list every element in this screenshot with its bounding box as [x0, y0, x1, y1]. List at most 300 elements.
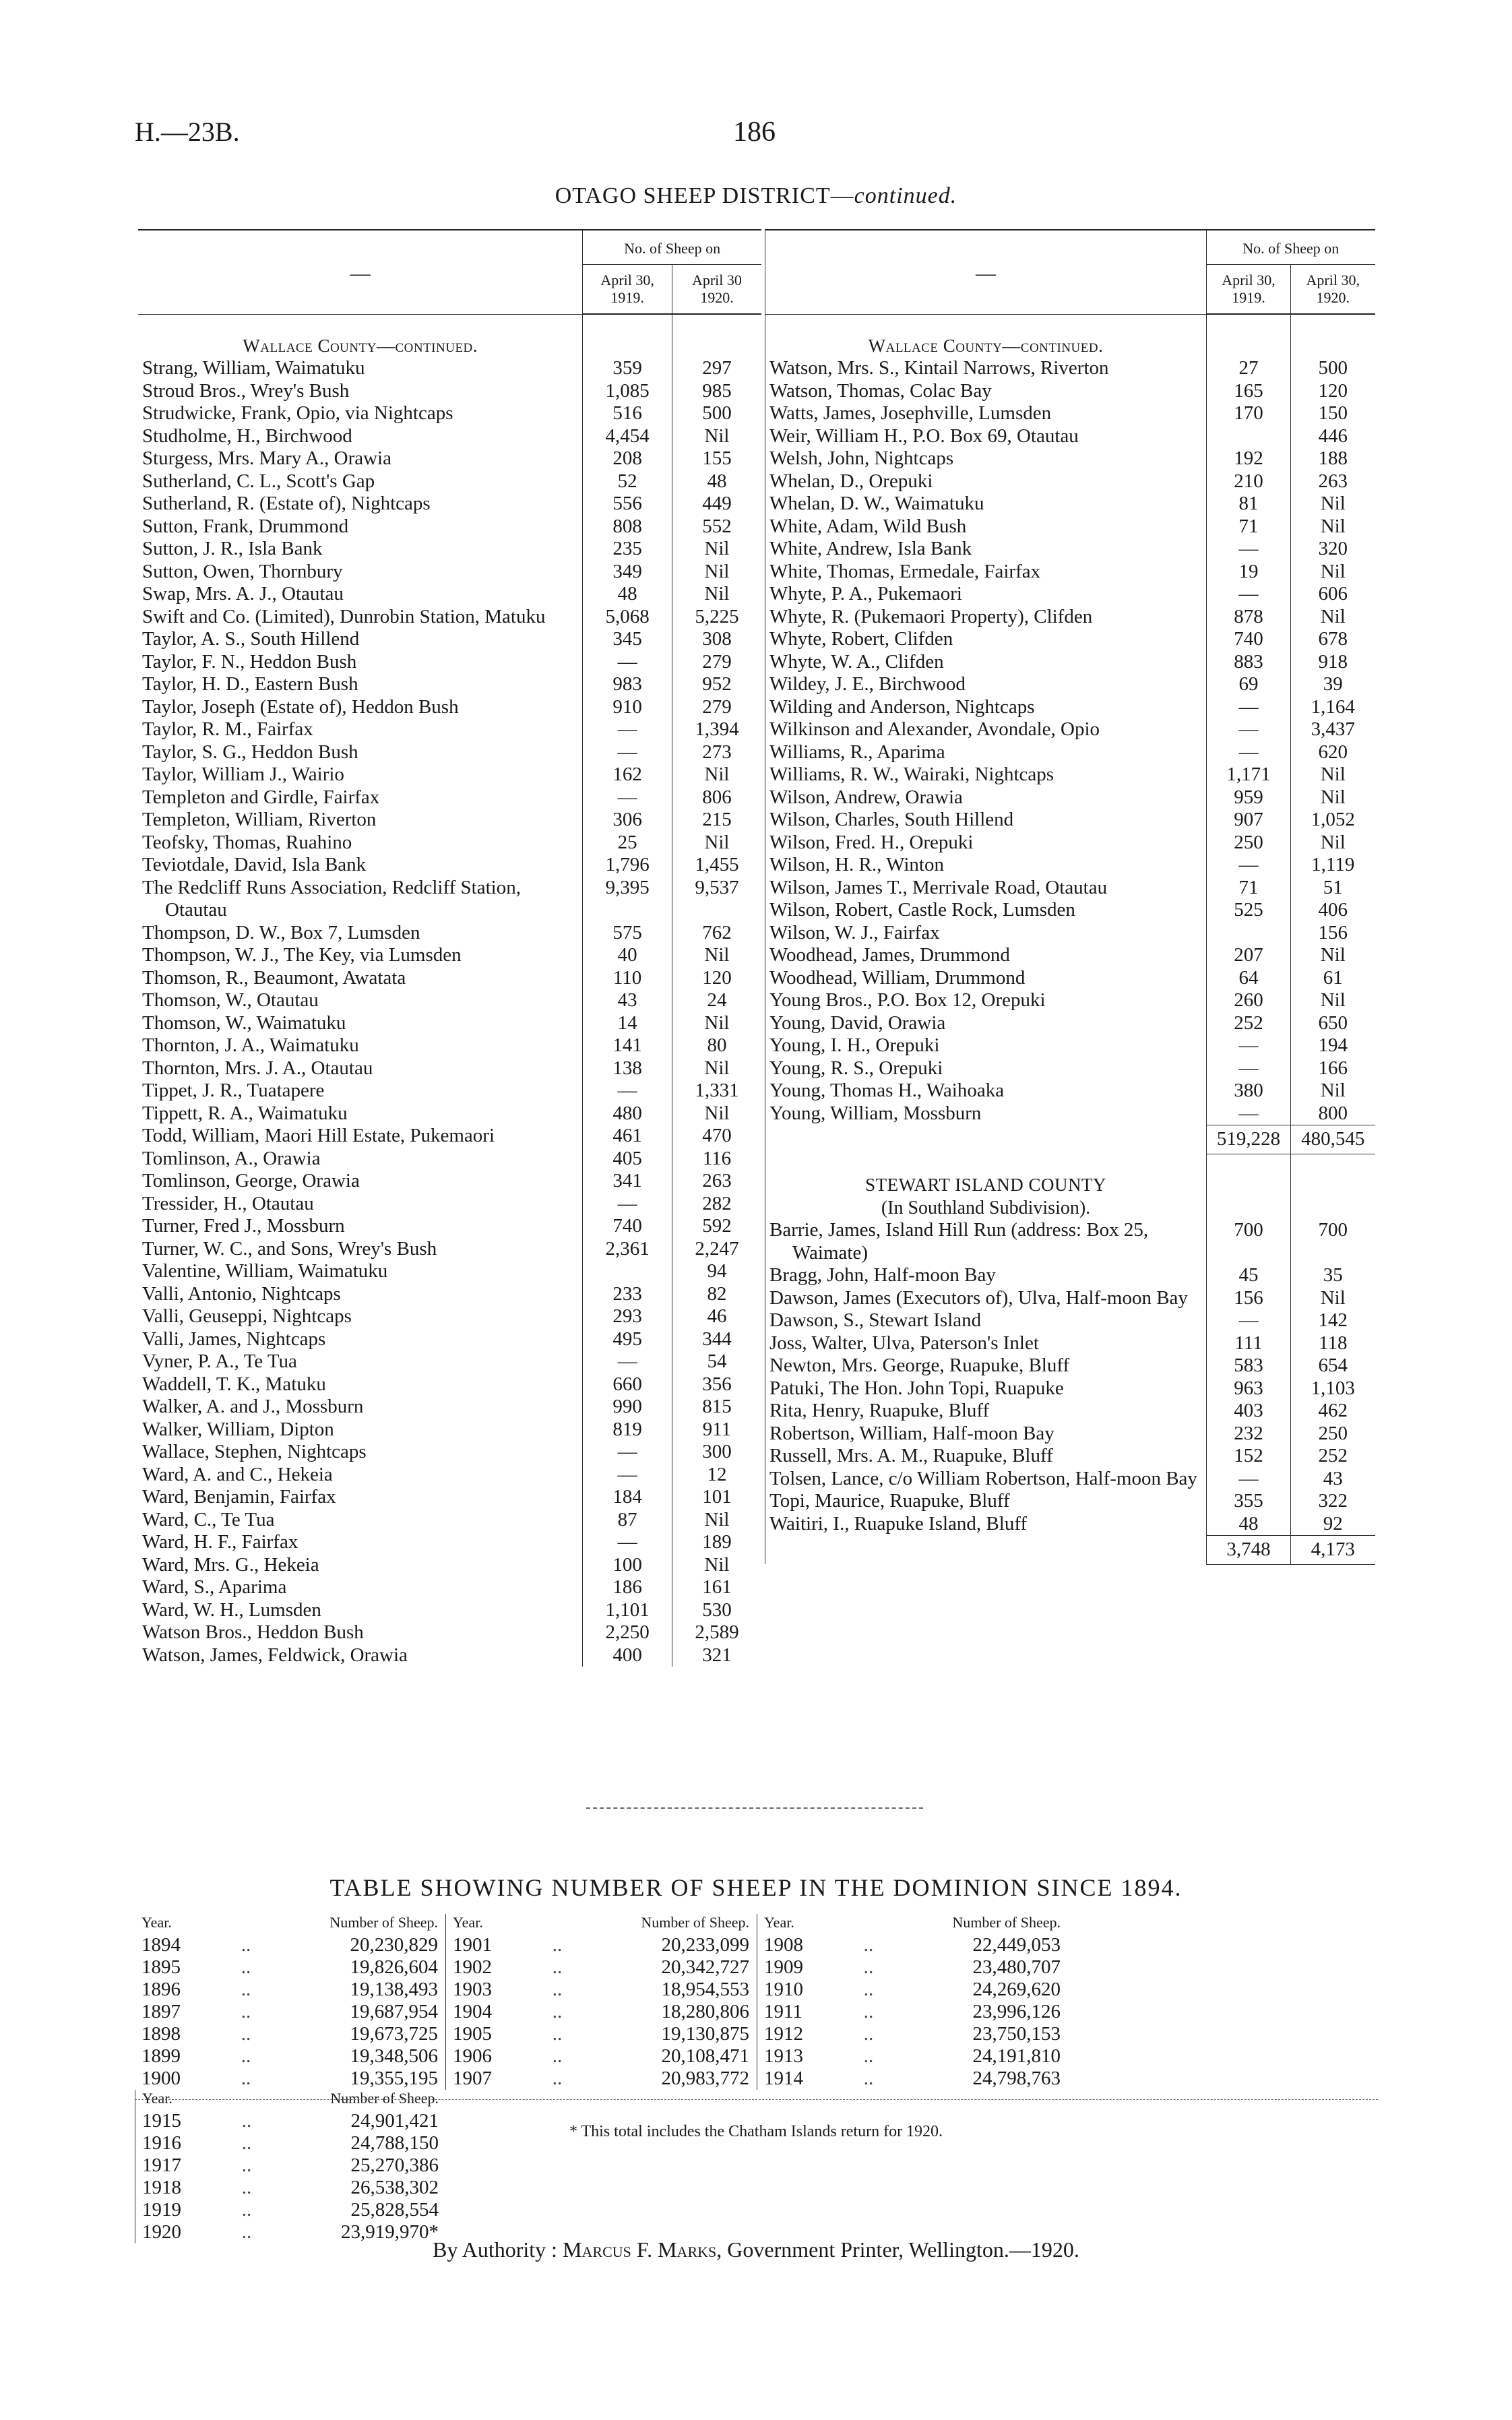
sheep-1920: 500 [1291, 357, 1375, 380]
number-header: Number of Sheep. [329, 1914, 438, 1931]
owner-name: Williams, R. W., Wairaki, Nightcaps [765, 764, 1207, 786]
table-row [765, 1012, 1375, 1035]
total2-1920: 4,173 [1291, 1536, 1375, 1565]
owner-name: Woodhead, James, Drummond [765, 944, 1207, 967]
owner-name: Whyte, Robert, Clifden [765, 628, 1207, 651]
table-row [138, 922, 761, 945]
sheep-count: 23,750,153 [972, 2023, 1061, 2045]
table-row [765, 1400, 1375, 1423]
owner-name: Sturgess, Mrs. Mary A., Orawia [142, 447, 391, 469]
owner-name: Templeton and Girdle, Fairfax [142, 786, 380, 808]
year-header: Year. [764, 1914, 794, 1931]
sheep-1920: 654 [1291, 1355, 1375, 1377]
owner-name: Wildey, J. E., Birchwood [765, 673, 1207, 696]
year-row [135, 2023, 445, 2045]
sheep-1920: Nil [672, 764, 761, 786]
sheep-1920: 446 [1291, 425, 1375, 448]
owner-name: Studholme, H., Birchwood [142, 425, 352, 447]
sheep-1919: 170 [1207, 402, 1291, 425]
sheep-1919: 186 [583, 1576, 672, 1599]
sheep-1920: 82 [672, 1283, 761, 1306]
table-row [138, 1419, 761, 1441]
sheep-1919: 260 [1207, 989, 1291, 1012]
leader-dots: .. [863, 1979, 874, 2000]
sheep-1919: 516 [583, 402, 672, 425]
table-row [138, 786, 761, 809]
year-row [135, 2068, 445, 2090]
owner-name: Welsh, John, Nightcaps [765, 447, 1207, 470]
page-number: 186 [733, 117, 776, 148]
table-row [765, 1103, 1375, 1125]
sheep-1920: 2,589 [672, 1621, 761, 1644]
owner-name: Teviotdale, David, Isla Bank [142, 854, 367, 875]
sheep-1919: 403 [1207, 1400, 1291, 1423]
table-row [138, 1396, 761, 1419]
year: 1918 [142, 2177, 181, 2198]
table-row [765, 1219, 1375, 1264]
sheep-1919: 359 [583, 357, 672, 380]
sheep-1919: 43 [583, 989, 672, 1012]
owner-name: Taylor, Joseph (Estate of), Heddon Bush [142, 695, 459, 718]
sheep-1920: Nil [672, 1509, 761, 1532]
leader-dots: .. [552, 2023, 563, 2045]
year: 1914 [764, 2068, 803, 2089]
sheep-1920: 250 [1291, 1423, 1375, 1446]
owner-name: Young, R. S., Orepuki [765, 1057, 1207, 1080]
table-row [138, 516, 761, 538]
sheep-count: 19,348,506 [350, 2045, 438, 2067]
sheep-1919: 878 [1207, 606, 1291, 629]
sheep-1919: — [583, 1531, 672, 1554]
owner-name: Ward, S., Aparima [142, 1576, 287, 1598]
year-row [135, 1979, 445, 2001]
sheep-1920: Nil [1291, 764, 1375, 786]
owner-name: Topi, Maurice, Ruapuke, Bluff [765, 1490, 1207, 1513]
sheep-count: 20,342,727 [661, 1956, 749, 1978]
table-row [765, 357, 1375, 380]
sheep-1920: 120 [672, 967, 761, 990]
sheep-1920: 470 [672, 1125, 761, 1148]
sheep-1919: 2,361 [583, 1238, 672, 1261]
sheep-count: 25,270,386 [350, 2154, 439, 2176]
sheep-1919: 959 [1207, 786, 1291, 809]
year-header: Year. [141, 1914, 172, 1931]
spacer [222, 1914, 270, 1931]
year-row [446, 1934, 757, 1956]
sheep-count: 24,901,421 [350, 2110, 439, 2132]
table-row [138, 357, 761, 380]
sheep-1920: 918 [1291, 651, 1375, 674]
sheep-1919: 983 [583, 673, 672, 696]
sheep-1920: Nil [672, 1012, 761, 1035]
leader-dots: .. [552, 2045, 563, 2067]
owner-name: Wilson, Andrew, Orawia [765, 786, 1207, 809]
sheep-1919: 910 [583, 696, 672, 719]
sheep-1919: 808 [583, 516, 672, 538]
sheep-1919: 990 [583, 1396, 672, 1419]
sheep-1919: — [583, 1464, 672, 1487]
sheep-1920: 279 [672, 696, 761, 719]
sheep-count: 20,230,829 [350, 1934, 438, 1956]
table-row [138, 1034, 761, 1057]
table-row [765, 1355, 1375, 1377]
owner-name: Turner, Fred J., Mossburn [142, 1215, 345, 1237]
table-row [138, 1554, 761, 1577]
sheep-1919: 233 [583, 1283, 672, 1306]
sheep-1920: 43 [1291, 1468, 1375, 1491]
leader-dots: .. [863, 1934, 874, 1956]
sheep-1920: 530 [672, 1599, 761, 1622]
owner-name: Taylor, William J., Wairio [142, 764, 344, 785]
sheep-1919: 883 [1207, 651, 1291, 674]
sheep-count: 19,687,954 [350, 2001, 438, 2022]
sheep-1919: 27 [1207, 357, 1291, 380]
owner-name: Walker, A. and J., Mossburn [142, 1396, 364, 1417]
sheep-1919: 2,250 [583, 1621, 672, 1644]
leader-dots: .. [241, 2023, 251, 2045]
sheep-1919: 556 [583, 493, 672, 516]
sheep-count: 23,996,126 [972, 2001, 1061, 2022]
year-row [757, 2068, 1068, 2090]
sheep-1919: 87 [583, 1509, 672, 1532]
table-row [138, 493, 761, 516]
sheep-1919: 208 [583, 447, 672, 470]
sheep-1919: 405 [583, 1148, 672, 1171]
year: 1903 [453, 1979, 492, 2000]
year: 1919 [142, 2199, 181, 2221]
owner-name: Dawson, James (Executors of), Ulva, Half-moon Bay [765, 1287, 1207, 1310]
sheep-1920: 462 [1291, 1400, 1375, 1423]
sheep-1919: 9,395 [583, 877, 672, 922]
sheep-1919: 5,068 [583, 606, 672, 629]
sheep-1919: 207 [1207, 944, 1291, 967]
sheep-1920: Nil [1291, 832, 1375, 855]
table-row [138, 989, 761, 1012]
table-row [138, 1373, 761, 1396]
footnote: * This total includes the Chatham Islands return for 1920. [569, 2123, 943, 2140]
table-row [138, 696, 761, 719]
section-divider [586, 1807, 923, 1809]
owner-name: Watson Bros., Heddon Bush [142, 1621, 364, 1643]
year-group [445, 1914, 757, 2090]
table-row [765, 696, 1375, 719]
owner-name: Weir, William H., P.O. Box 69, Otautau [765, 425, 1207, 448]
sheep-1919: 19 [1207, 561, 1291, 584]
table-row [138, 583, 761, 606]
year-row [135, 2001, 445, 2023]
sheep-count: 24,269,620 [972, 1979, 1061, 2000]
table-row [138, 538, 761, 561]
sheep-1919: — [1207, 854, 1291, 877]
owner-name: Ward, A. and C., Hekeia [142, 1463, 333, 1485]
sheep-1920: 650 [1291, 1012, 1375, 1035]
sheep-1919: 235 [583, 538, 672, 561]
table-row [138, 1644, 761, 1667]
sheep-1920: Nil [1291, 516, 1375, 538]
leader-dots: .. [241, 2154, 252, 2176]
sheep-1920: Nil [672, 583, 761, 606]
owner-name: Williams, R., Aparima [765, 741, 1207, 764]
authority-prefix: By Authority : [433, 2237, 563, 2262]
year: 1909 [764, 1956, 803, 1978]
year: 1912 [764, 2023, 803, 2045]
table-row [765, 561, 1375, 584]
owner-name: Watson, Mrs. S., Kintail Narrows, Riverton [765, 357, 1207, 380]
sheep-1919: 349 [583, 561, 672, 584]
sheep-1919: — [583, 786, 672, 809]
sheep-1920: 279 [672, 651, 761, 674]
owner-name: Sutton, Owen, Thornbury [142, 560, 343, 582]
owner-name: Strang, William, Waimatuku [142, 357, 365, 379]
table-row [765, 470, 1375, 493]
sheep-1920: 189 [672, 1531, 761, 1554]
sheep-1920: 161 [672, 1576, 761, 1599]
sheep-1920: 155 [672, 447, 761, 470]
owner-name: Robertson, William, Half-moon Bay [765, 1423, 1207, 1446]
sheep-count: 26,538,302 [350, 2177, 439, 2198]
sheep-1919: 1,796 [583, 854, 672, 877]
table-row [765, 899, 1375, 922]
year-row [757, 1979, 1068, 2001]
spacer [534, 1914, 581, 1931]
table-row [765, 651, 1375, 674]
table-row [138, 741, 761, 764]
table-row [138, 1621, 761, 1644]
leader-dots: .. [241, 2001, 251, 2022]
sheep-1920: 620 [1291, 741, 1375, 764]
year-group-header [446, 1914, 757, 1934]
table-row [765, 989, 1375, 1012]
sheep-1920: Nil [1291, 561, 1375, 584]
year-row [135, 2154, 446, 2177]
year: 1916 [142, 2132, 181, 2154]
owner-name: Bragg, John, Half-moon Bay [765, 1264, 1207, 1287]
table-row [138, 967, 761, 990]
stewart-island-total [765, 1536, 1375, 1565]
leader-dots: .. [241, 2068, 251, 2089]
sheep-1920: 815 [672, 1396, 761, 1419]
sheep-1919: 252 [1207, 1012, 1291, 1035]
owner-name: Taylor, A. S., South Hillend [142, 628, 360, 650]
owner-name: Thornton, J. A., Waimatuku [142, 1034, 359, 1056]
section-heading: Wallace County—continued. [243, 335, 478, 356]
sheep-1920: 344 [672, 1328, 761, 1351]
total-1920: 480,545 [1291, 1125, 1375, 1154]
owner-name: Teofsky, Thomas, Ruahino [142, 831, 352, 853]
sheep-1920: 1,119 [1291, 854, 1375, 877]
sheep-1920: 606 [1291, 583, 1375, 606]
sheep-1919: 400 [583, 1644, 672, 1667]
sheep-1920: Nil [672, 1057, 761, 1080]
sheep-1919: 700 [1207, 1219, 1291, 1264]
sheep-count: 25,828,554 [350, 2199, 439, 2221]
sheep-1919 [1207, 922, 1291, 945]
sheep-1920: 101 [672, 1486, 761, 1509]
sheep-1919: — [583, 1441, 672, 1464]
leader-dots: .. [241, 1956, 251, 1978]
year-row [135, 2199, 446, 2221]
year: 1899 [141, 2045, 181, 2067]
table-row [765, 809, 1375, 832]
sheep-count: 19,826,604 [350, 1956, 438, 1978]
sheep-1920: Nil [672, 425, 761, 448]
table-row [765, 718, 1375, 741]
sheep-1919: 480 [583, 1103, 672, 1125]
sheep-1920: 24 [672, 989, 761, 1012]
table-row [138, 718, 761, 741]
sheep-1920: 806 [672, 786, 761, 809]
owner-name: Rita, Henry, Ruapuke, Bluff [765, 1400, 1207, 1423]
owner-name: Tippett, R. A., Waimatuku [142, 1102, 348, 1124]
owner-name: Ward, H. F., Fairfax [142, 1531, 298, 1553]
sheep-1920: Nil [672, 561, 761, 584]
year-row [135, 1934, 445, 1956]
year: 1897 [141, 2001, 181, 2022]
table-row [138, 561, 761, 584]
table-row [138, 877, 761, 922]
leader-dots: .. [863, 2068, 874, 2089]
owner-name: Ward, Mrs. G., Hekeia [142, 1553, 319, 1576]
sheep-1919: 71 [1207, 516, 1291, 538]
sheep-1919: 341 [583, 1170, 672, 1193]
sheep-1919: 525 [1207, 899, 1291, 922]
stewart-island-body [765, 1219, 1375, 1536]
number-header: Number of Sheep. [952, 1914, 1061, 1931]
table-row [138, 832, 761, 855]
col-1920-header: April 30, 1920. [1291, 265, 1375, 315]
sheep-1920: 150 [1291, 402, 1375, 425]
sheep-1920: Nil [1291, 1080, 1375, 1103]
owner-name: Ward, C., Te Tua [142, 1508, 275, 1530]
authority-footer [0, 2237, 1512, 2262]
sheep-1919: 660 [583, 1373, 672, 1396]
table-row [765, 944, 1375, 967]
sheep-1919: — [583, 651, 672, 674]
sheep-count: 19,355,195 [350, 2068, 438, 2089]
year-row [757, 2023, 1068, 2045]
sheep-1919: — [1207, 696, 1291, 719]
sheep-1919: 110 [583, 967, 672, 990]
sheep-1919: 162 [583, 764, 672, 786]
sheep-1919: 192 [1207, 447, 1291, 470]
owner-name: Stroud Bros., Wrey's Bush [142, 379, 350, 402]
table-row [138, 447, 761, 470]
total-1919: 519,228 [1207, 1125, 1291, 1154]
table-row [138, 1260, 761, 1283]
year: 1911 [764, 2001, 802, 2022]
table-row [765, 922, 1375, 945]
year-group-header [757, 1914, 1068, 1934]
owner-name: Young, Thomas H., Waihoaka [765, 1080, 1207, 1103]
spacer [223, 2090, 270, 2107]
sheep-1919: — [583, 1080, 672, 1103]
owner-name: Thornton, Mrs. J. A., Otautau [142, 1057, 373, 1079]
sheep-1920: 406 [1291, 899, 1375, 922]
sheep-count: 24,788,150 [350, 2132, 439, 2154]
sheep-1920: 39 [1291, 673, 1375, 696]
year: 1898 [141, 2023, 181, 2045]
sheep-1919: 141 [583, 1034, 672, 1057]
sheep-1919: 69 [1207, 673, 1291, 696]
sheep-1919: 740 [583, 1215, 672, 1238]
table-row [765, 1445, 1375, 1468]
table-row [138, 1486, 761, 1509]
sheep-1920: 297 [672, 357, 761, 380]
table-row [765, 628, 1375, 651]
table-row [138, 1103, 761, 1125]
sheep-1919: 138 [583, 1057, 672, 1080]
owner-name: Thomson, R., Beaumont, Awatata [142, 966, 406, 989]
table-row [765, 1080, 1375, 1103]
year: 1902 [453, 1956, 492, 1978]
sheep-1919: — [583, 1351, 672, 1373]
left-column [138, 229, 761, 1667]
sheep-1919: 45 [1207, 1264, 1291, 1287]
sheep-1920: 252 [1291, 1445, 1375, 1468]
owner-name: Waddell, T. K., Matuku [142, 1373, 326, 1395]
owner-name: White, Adam, Wild Bush [765, 516, 1207, 538]
owner-name: Taylor, F. N., Heddon Bush [142, 650, 357, 673]
sheep-1919: — [1207, 1034, 1291, 1057]
owner-name: Tippet, J. R., Tuatapere [142, 1080, 325, 1101]
sheep-1920: 1,052 [1291, 809, 1375, 832]
year-row [135, 2177, 446, 2199]
year-header: Year. [142, 2090, 172, 2107]
owner-name: Tomlinson, A., Orawia [142, 1147, 321, 1169]
sheep-1919: 232 [1207, 1423, 1291, 1446]
owner-name: Watson, James, Feldwick, Orawia [142, 1644, 408, 1666]
sheep-1920: 952 [672, 673, 761, 696]
sheep-1920: 166 [1291, 1057, 1375, 1080]
sheep-1920: 263 [672, 1170, 761, 1193]
owner-name: Ward, W. H., Lumsden [142, 1599, 321, 1621]
name-header: — [765, 230, 1207, 314]
sheep-count: 23,919,970* [341, 2221, 439, 2243]
table-row [765, 447, 1375, 470]
table-row [138, 1125, 761, 1148]
sheep-count: 19,130,875 [661, 2023, 749, 2045]
sheep-1920: Nil [1291, 1287, 1375, 1310]
sheep-1920: 356 [672, 1373, 761, 1396]
sheep-1919: 71 [1207, 877, 1291, 900]
owner-name: Vyner, P. A., Te Tua [142, 1351, 297, 1372]
owner-name: Valli, Antonio, Nightcaps [142, 1282, 341, 1305]
sheep-1920: 320 [1291, 538, 1375, 561]
sheep-1919: 4,454 [583, 425, 672, 448]
sheep-1920: 51 [1291, 877, 1375, 900]
leader-dots: .. [863, 2001, 874, 2022]
owner-name: Thomson, W., Otautau [142, 989, 319, 1011]
owner-name: Thomson, W., Waimatuku [142, 1012, 346, 1034]
leader-dots: .. [241, 1934, 251, 1956]
sheep-1920: Nil [672, 1554, 761, 1577]
district-title-main: OTAGO SHEEP DISTRICT— [555, 183, 854, 208]
table-row [765, 1468, 1375, 1491]
number-header: Number of Sheep. [330, 2090, 439, 2107]
sheep-1919: 380 [1207, 1080, 1291, 1103]
sheep-1919: 819 [583, 1419, 672, 1441]
owner-name: Ward, Benjamin, Fairfax [142, 1486, 336, 1508]
owner-name: Strudwicke, Frank, Opio, via Nightcaps [142, 402, 453, 424]
sheep-count: 20,983,772 [661, 2068, 749, 2089]
table-row [765, 1377, 1375, 1400]
owner-name: Wilkinson and Alexander, Avondale, Opio [765, 718, 1207, 741]
sheep-1920: 322 [1291, 1490, 1375, 1513]
table-row [765, 1264, 1375, 1287]
table-row [138, 944, 761, 967]
table-row [138, 1576, 761, 1599]
table-row [138, 1012, 761, 1035]
